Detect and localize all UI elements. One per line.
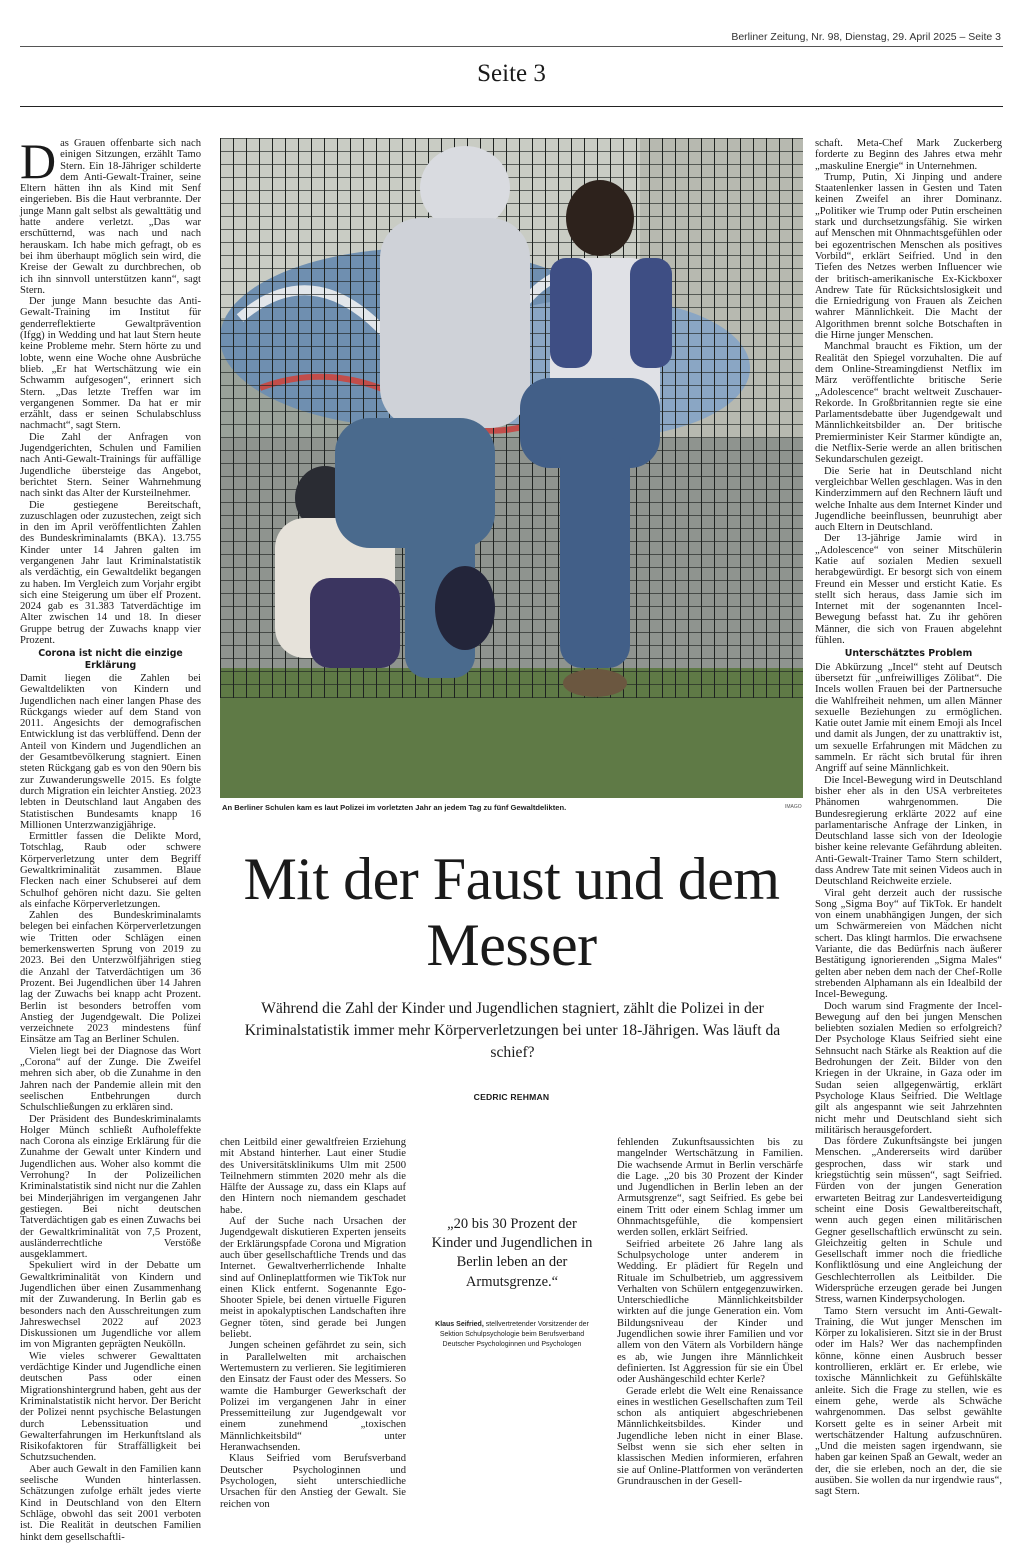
lead-paragraph	[20, 133, 201, 296]
paragraph: Vielen liegt bei der Diagnose das Wort „Corona“ auf der Zunge. Die Zweifel mehren sich aber, ob die Zunahme in den Jahren nach der Pandemie allein mit den seelischen Entbehrungen durch Schulschließungen zu erklären sind.	[20, 1045, 201, 1114]
paragraph: Ermittler fassen die Delikte Mord, Totschlag, Raub oder schwere Körperverletzung unter dem Begriff Gewaltkriminalität zusammen. Blaue Flecken nach einer Schubserei auf dem Schulhof gehören nicht dazu. Sie gelten als einfache Körperverletzungen.	[20, 831, 201, 910]
paragraph: Manchmal braucht es Fiktion, um der Realität den Spiegel vorzuhalten. Die auf dem Online-Streamingdienst Netflix im März veröffentlichte britische Serie „Adolescence“ bracht weltweit Zuschauer-Rekorde. In Großbritannien regte sie eine Parlamentsdebatte über Jugendgewalt und Männlichkeitsbilder an. Der britische Premierminister Keir Starmer kündigte an, die Netflix-Serie werde an allen britischen Sekundarschulen gezeigt.	[815, 341, 1002, 466]
paragraph: Viral geht derzeit auch der russische Song „Sigma Boy“ auf TikTok. Er handelt von einem unabhängigen Jungen, der sich um Schwärmereien von Mädchen nicht schert. Das klingt harmlos. Die erwachsene Variante, die das Bedürfnis nach äußerer Bestätigung ignorierenden „Sigma Males“ gelten aber neben dem nach der Chef-Rolle strebenden Alphamann als ein Idealbild der Incel-Bewegung.	[815, 887, 1002, 1001]
paragraph: Die Zahl der Anfragen von Jugendgerichten, Schulen und Familien nach Anti-Gewalt-Trainings für auffällige Jugendliche übersteige das Angebot, berichtet Stern. Seiner Wahrnehmung nach sinkt das Alter der Kursteilnehmer.	[20, 431, 201, 500]
paragraph: Wie vieles schwerer Gewalttaten verdächtige Kinder und Jugendliche einen deutschen Pass oder einen Migrationshintergrund haben, geht aus der Kriminalstatistik nicht hervor. Der Bericht der Polizei nennt psychische Belastungen durch Lebenssituation und Gewalterfahrungen im Herkunftsland als Risikofaktoren für Straffälligkeit bei Schutzsuchenden.	[20, 1350, 201, 1464]
paragraph: Die gestiegene Bereitschaft, zuzuschlagen oder zuzustechen, zeigt sich in den im April veröffentlichten Zahlen des Bundeskriminalamts (BKA). 13.755 Kinder unter 14 Jahren galten im vergangenen Jahr laut Kriminalstatistik als verdächtig, ein Gewaltdelikt begangen zu haben. Im Vergleich zum Vorjahr ergibt sich eine Steigerung um über elf Prozent. 2024 gab es 31.383 Tatverdächtige im Alter zwischen 14 und 18. In dieser Gruppe betrug der Zuwachs knapp vier Prozent.	[20, 499, 201, 647]
column-1	[20, 133, 201, 1543]
paragraph: Gerade erlebt die Welt eine Renaissance eines in westlichen Gesellschaften zum Teil schon als antiquiert abgeschriebenen Männlichkeitsbildes. Kinder und Jugendliche leben nicht in einer Blase. Selbst wenn sie sich eher selten in klassischen Medien informieren, erfahren sie auf Online-Plattformen von veränderten Grundrauschen in der Gesell-	[617, 1385, 803, 1487]
paragraph: Damit liegen die Zahlen bei Gewaltdelikten von Kindern und Jugendlichen nach einer langen Phase des Rückgangs wieder auf dem Stand von 2011. Angesichts der demografischen Entwicklung ist das verblüffend. Denn der Anteil von Kindern und Jugendlichen an der Gesamtbevölkerung stagniert. Einen steten Rückgang gab es von den 90ern bis zur Zuwanderungswelle 2015. Es folgte durch Migration ein leichter Anstieg. 2023 lebten in Deutschland laut Angaben des Statistischen Bundesamts knapp 16 Millionen Unterzwanzigjährige.	[20, 672, 201, 831]
top-rule	[20, 46, 1003, 47]
column-3	[617, 1137, 803, 1487]
subheading: Unterschätztes Problem	[844, 648, 973, 660]
byline: CEDRIC REHMAN	[473, 1092, 550, 1102]
pull-quote-source	[428, 1320, 596, 1350]
page-label: Seite 3	[477, 60, 546, 87]
paragraph: Die Incel-Bewegung wird in Deutschland bisher eher als in den USA verbreitetes Phänomen wahrgenommen. Die Bundesregierung erklärte 2022 auf eine parlamentarische Anfrage der Linken, in Deutschland lasse sich von der Ideologie bisher keine relevante Gefährdung ableiten. Anti-Gewalt-Trainer Tamo Stern schildert, dass Andrew Tate mit seinen Videos auch in Deutschland Reichweite erziele.	[815, 774, 1002, 888]
pull-quote: „20 bis 30 Prozent der Kinder und Jugendlichen in Berlin leben an der Armutsgrenze.“	[431, 1216, 593, 1290]
paragraph: fehlenden Zukunftsaussichten bis zu mangelnder Wertschätzung in Familien. Die wachsende Armut in Berlin verschärfe die Lage. „20 bis 30 Prozent der Kinder und Jugendlichen in Berlin leben an der Armutsgrenze“, sagt Seifried. Es gebe bei einem Tritt oder einem Schlag immer um Ohnmachtsgefühle, die kompensiert werden sollen, erklärt Seifried.	[617, 1137, 803, 1239]
paragraph: Aber auch Gewalt in den Familien kann seelische Wunden hinterlassen. Schätzungen zufolge erhält jedes vierte Kind in Deutschland von den Eltern Schläge, obwohl das seit 2001 verboten ist. Die Realität in deutschen Familien hinkt dem gesellschaftli-	[20, 1463, 201, 1543]
column-2	[220, 1137, 406, 1510]
header-rule	[20, 106, 1003, 107]
paragraph: Der Präsident des Bundeskriminalamts Holger Münch schließt Aufholeffekte nach Corona als einzige Erklärung für die Zunahme der Gewalt unter Kindern und Jugendlichen aus. Woher also kommt die Verrohung? In der Polizeilichen Kriminalstatistik sind nicht nur die Zahlen bei Minderjährigen im vergangenen Jahr gestiegen. Bei nicht deutschen Tatverdächtigen gab es einen Zuwachs bei der Gewaltkriminalität von 7,5 Prozent, ausländerrechtliche Verstöße ausgeklammert.	[20, 1113, 201, 1261]
paragraph: Auf der Suche nach Ursachen der Jugendgewalt diskutieren Experten jenseits der Erklärungspfade Corona und Migration auch über gesellschaftliche Trends und das Internet. Gewaltverherrlichende Inhalte sind auf Onlineplattformen wie TikTok nur einen Klick entfernt. Sogenannte Ego-Shooter Spiele, bei denen virtuelle Figuren meist in apokalyptischen Landschaften ihre Gegner töten, sind gerade bei Jungen beliebt.	[220, 1216, 406, 1341]
column-4	[815, 138, 1002, 1498]
paragraph: Die Abkürzung „Incel“ steht auf Deutsch übersetzt für „unfreiwilliges Zölibat“. Die Incels wollen Frauen bei der Partnersuche die Wahlfreiheit nehmen, um allen Männer sexuelle Beziehungen zu ermöglichen. Katie outet Jamie mit einem Emoji als Incel und damit als Jungen, der zu unattraktiv ist, um sexuelle Erfahrungen mit Mädchen zu sammeln. Er rächt sich brutal für ihren Angriff auf seine Männlichkeit.	[815, 661, 1002, 775]
headline: Mit der Faust und dem Messer	[243, 846, 780, 978]
paragraph: Der junge Mann besuchte das Anti-Gewalt-Training im Institut für genderreflektierte Gewaltprävention (Ifgg) in Wedding und hat laut Stern heute keine Probleme mehr. Stern hörte zu und lobte, wenn eine Woche ohne Ausbrüche blieb. „Er hat Wertschätzung wie ein Schwamm aufgesogen“, erinnert sich Stern. „Das letzte Treffen war im vergangenen Sommer. Da hat er mir erzählt, dass er seinen Schulabschluss nachmacht“, sagt Stern.	[20, 296, 201, 432]
paragraph: Zahlen des Bundeskriminalamts belegen bei einfachen Körperverletzungen wie Tritten oder Schlägen einen bemerkenswerten Sprung von 2019 zu 2023. Bei den Unterzwölfjährigen stieg die Anzahl der Tatverdächtigen um 36 Prozent. Bei Jugendlichen über 14 Jahren lag der Zuwachs bei knapp acht Prozent. Berlin ist besonders betroffen vom Anstieg der Jugendgewalt. Die Polizei verzeichnete 2023 mindestens fünf Einsätze am Tag an Berliner Schulen.	[20, 910, 201, 1046]
paragraph: Klaus Seifried vom Berufsverband Deutscher Psychologinnen und Psychologen, sieht unterschiedliche Ursachen für den Anstieg der Gewalt. Sie reichen von	[220, 1453, 406, 1510]
lead-text: as Grauen offenbarte sich nach einigen Sitzungen, erzählt Tamo Stern. Ein 18-Jähriger schilderte dem Anti-Gewalt-Trainer, seine Eltern hätten ihn als Kind mit Senf eingerieben. Bis die Haut verbrannte. Der junge Mann galt selbst als gewalttätig und hatte andere verletzt. „Das war erschütternd, was nach und nach herauskam. Ich habe mich gefragt, ob es bei ihm überhaupt möglich sein wird, die Kreise der Gewalt zu durchbrechen, ob ich ihn sinnvoll unterstützen kann“, sagt Stern.	[20, 138, 201, 296]
quote-source-role: stellvertretender Vorsitzender der Sektion Schulpsychologie beim Berufsverband Deutscher Psychologinnen und Psychologen	[439, 1321, 589, 1348]
paragraph: Die Serie hat in Deutschland nicht vergleichbar Wellen geschlagen. Was in den Kinderzimmern auf den Rechnern läuft und welche Inhalte aus dem Internet Kinder und Jugendliche beeinflussen, beunruhigt aber auch Eltern in Deutschland.	[815, 465, 1002, 534]
paragraph: Der 13-jährige Jamie wird in „Adolescence“ von seiner Mitschülerin Katie auf sozialen Medien sexuell herabgewürdigt. Er besorgt sich von einem Freund ein Messer und ersticht Katie. Es stellt sich heraus, dass Jamie sich im Internet mit der sogenannten Incel-Bewegung befasst hat. Zu ihr gehören Männer, die sich von Frauen abgelehnt fühlen.	[815, 533, 1002, 647]
dropcap: D	[20, 133, 57, 189]
photo-credit: IMAGO	[785, 804, 802, 810]
paragraph: Doch warum sind Fragmente der Incel-Bewegung auf den bei jungen Menschen beliebten sozialen Medien so erfolgreich? Der Psychologe Klaus Seifried sieht eine Sehnsucht nach Stärke als Reaktion auf die Bedrohungen der Zeit. Bilder von den Kriegen in der Ukraine, in Gaza oder im Sudan seien allgegenwärtig, erklärt Psychologe Klaus Seifried. Die Weltlage gilt als angespannt wie seit Jahrzehnten nicht mehr und Deutschland sieht sich militärisch herausgefordert.	[815, 1000, 1002, 1136]
paragraph: Das fördere Zukunftsängste bei jungen Menschen. „Andererseits wird darüber gesprochen, dass wir stark und kriegstüchtig sein müssen“, sagt Seifried. Fürden von der jungen Generation erwarteten Beitrag zur Landesverteidigung scheint eine Dosis Gewaltbereitschaft, wenn auch gegen einen militärischen Gegner gesellschaftlich erwünscht zu sein. Gleichzeitig gelten in Schule und Gesellschaft immer noch die friedliche Konfliktlösung und eine Angleichung der Geschlechterrollen als Leitbilder. Die Widersprüche erzeugen gerade bei Jungen Stress, warnen Kinderpsychologen.	[815, 1136, 1002, 1306]
article-photo	[220, 138, 803, 798]
paragraph: Tamo Stern versucht im Anti-Gewalt-Training, die Wut junger Menschen im Körper zu lokalisieren. Sitzt sie in der Brust oder im Hals? Wer das nachempfinden könne, könne einen Ausbruch besser kontrollieren, erklärt er. Er erlebe, wie toxische Männlichkeit zu Gefühlskälte anleite. Sich die Frage zu stellen, wie es einem gehe, werde als Schwäche wahrgenommen. Das selbst gewählte Korsett gelte es in seiner Arbeit mit wertschätzender Haltung aufzuschnüren. „Und die meisten sagen irgendwann, sie haben gar keinen Spaß an Gewalt, weder an der, die sie erleben, noch an der, die sie ausüben. Sie wollen da nur irgendwie raus“, sagt Stern.	[815, 1305, 1002, 1498]
deck: Während die Zahl der Kinder und Jugendlichen stagniert, zählt die Polizei in der Kriminalstatistik immer mehr Körperverletzungen bei unter 18-Jährigen. Was läuft da schief?	[244, 1000, 781, 1061]
subheading: Corona ist nicht die einzige Erklärung	[38, 648, 183, 671]
paragraph: Trump, Putin, Xi Jinping und andere Staatenlenker lassen in Gesten und Taten keinen Zweifel an ihrer Dominanz. „Politiker wie Trump oder Putin erscheinen stark und durchsetzungsfähig. Sie wirken auf Menschen mit Ohnmachtsgefühlen oder bei egozentrischen Menschen als positives Vorbild“, erklärt Seifried. Und in den Tiefen des Netzes werben Influencer wie der britisch-amerikanische Ex-Kickboxer Andrew Tate für Rücksichtslosigkeit und die Erniedrigung von Frauen als Zeichen wahrer Männlichkeit. Die Macht der Algorithmen brennt solche Botschaften in die Hirne junger Menschen.	[815, 171, 1002, 342]
paragraph: chen Leitbild einer gewaltfreien Erziehung mit Abstand hinterher. Laut einer Studie des Universitätsklinikums Ulm mit 2500 Teilnehmern stimmten 2020 mehr als die Hälfte der Aussage zu, dass ein Klaps auf den Hintern noch niemandem geschadet habe.	[220, 1137, 406, 1216]
running-head: Berliner Zeitung, Nr. 98, Dienstag, 29. April 2025 – Seite 3	[731, 31, 1001, 43]
paragraph: Jungen scheinen gefährdet zu sein, sich in Parallelwelten mit archaischen Wertemustern zu verlieren. Sie legitimieren den Einsatz der Faust oder des Messers. So wamte die Hamburger Gewerkschaft der Polizei im vergangenen Jahr in einer Pressemitteilung zur Jugendgewalt vor einem zunehmend „toxischen Männlichkeitsbild“ unter Heranwachsenden.	[220, 1340, 406, 1454]
paragraph: Spekuliert wird in der Debatte um Gewaltkriminalität von Kindern und Jugendlichen über einen Zusammenhang mit der Zuwanderung. In Berlin gab es besonders nach den Ausschreitungen zum Jahreswechsel 2022 auf 2023 Diskussionen um Jugendliche vor allem im von Migranten geprägten Neukölln.	[20, 1260, 201, 1351]
paragraph: schaft. Meta-Chef Mark Zuckerberg forderte zu Beginn des Jahres etwa mehr „maskuline Energie“ in Unternehmen.	[815, 138, 1002, 172]
photo-caption: An Berliner Schulen kam es laut Polizei im vorletzten Jahr an jedem Tag zu fünf Gewaltdelikten.	[222, 803, 567, 812]
paragraph: Seifried arbeitete 26 Jahre lang als Schulpsychologe unter anderem in Wedding. Er plädiert für Regeln und Rituale im Schulbetrieb, um aggressivem Verhalten von Schülern entgegenzuwirken. Unterschiedliche Männlichkeitsbilder wirkten auf die junge Generation ein. Vom Bildungsniveau der Kinder und Jugendlichen sowie ihrer Familien und vor allem von den Vätern als Vorbildern hänge es ab, wie Jungen ihre Männlichkeit definierten. Ist Aggression für sie ein Übel oder Aushängeschild echter Kerle?	[617, 1238, 803, 1386]
quote-source-name: Klaus Seifried,	[435, 1321, 484, 1328]
